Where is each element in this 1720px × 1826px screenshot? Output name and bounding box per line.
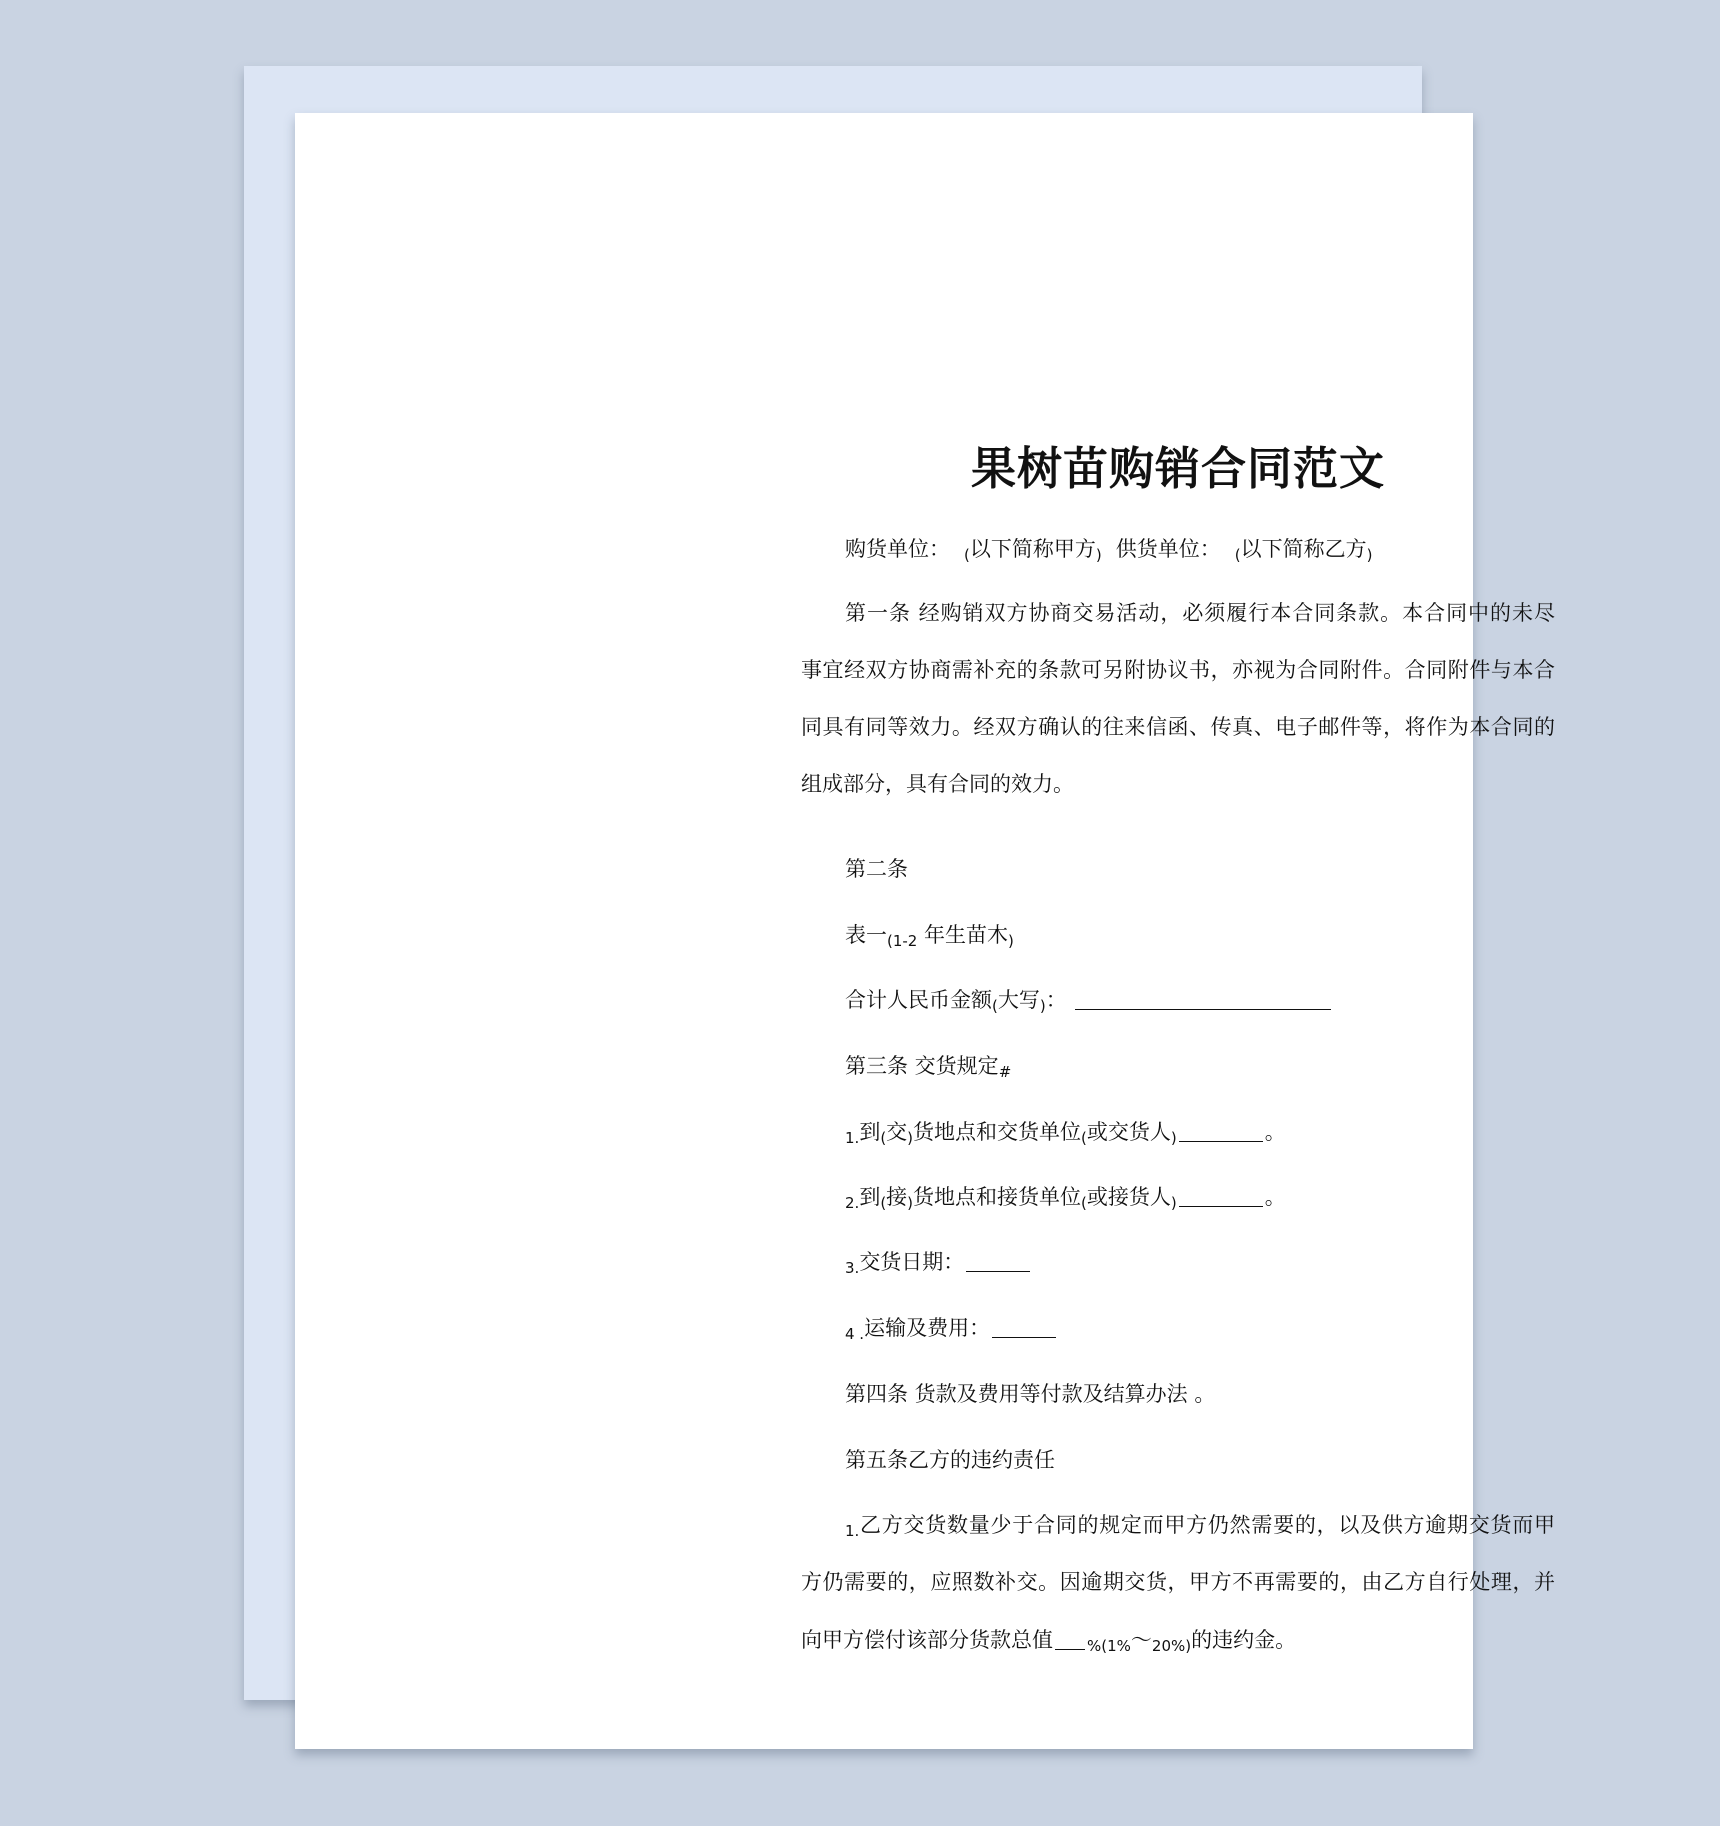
total-amount-line: 合计人民币金额(大写)：	[801, 985, 1555, 1017]
article1-line4: 组成部分，具有合同的效力。	[801, 772, 1074, 796]
article4-line: 第四条 货款及费用等付款及结算办法 。	[845, 1382, 1216, 1406]
amount-blank	[1075, 989, 1331, 1010]
article5-item1-line3: 向甲方偿付该部分货款总值 %(1%〜20%)的违约金。	[801, 1628, 1297, 1655]
article3-heading: 第三条 交货规定#	[845, 1054, 1012, 1081]
receiving-unit-blank	[1179, 1186, 1263, 1207]
parties-line: 购货单位： (以下简称甲方) 供货单位： (以下简称乙方)	[845, 537, 1373, 564]
article3-item2: 2.到(接)货地点和接货单位(或接货人) 。	[845, 1185, 1286, 1212]
article2-heading: 第二条	[845, 857, 908, 881]
article1-line3: 同具有同等效力。经双方确认的往来信函、传真、电子邮件等，将作为本合同的	[801, 715, 1555, 739]
transport-cost-blank	[992, 1317, 1056, 1338]
article1-line1: 第一条 经购销双方协商交易活动，必须履行本合同条款。本合同中的未尽	[845, 601, 1555, 625]
buyer-label: 购货单位：	[845, 537, 950, 561]
seller-alias: 以下简称乙方	[1240, 537, 1367, 561]
delivery-date-blank	[966, 1251, 1030, 1272]
article3-item3: 3.交货日期：	[801, 1247, 1555, 1279]
seller-label: 供货单位：	[1115, 537, 1221, 561]
delivery-unit-blank	[1179, 1121, 1263, 1142]
article5-heading: 第五条乙方的违约责任	[845, 1448, 1055, 1472]
article3-item1: 1.到(交)货地点和交货单位(或交货人) 。	[845, 1120, 1286, 1147]
article5-item1-line2: 方仍需要的，应照数补交。因逾期交货，甲方不再需要的，由乙方自行处理，并	[801, 1570, 1555, 1594]
article1-line2: 事宜经双方协商需补充的条款可另附协议书，亦视为合同附件。合同附件与本合	[801, 658, 1555, 682]
article3-item4: 4 .运输及费用：	[801, 1313, 1555, 1345]
document-page	[295, 113, 1555, 1749]
buyer-alias: 以下简称甲方	[969, 537, 1096, 561]
article5-item1-line1: 1.乙方交货数量少于合同的规定而甲方仍然需要的，以及供方逾期交货而甲	[845, 1513, 1555, 1540]
penalty-percent-blank	[1055, 1629, 1085, 1650]
table-one-caption: 表一(1-2 年生苗木)	[845, 923, 1014, 950]
document-title: 果树苗购销合同范文	[970, 442, 1385, 495]
